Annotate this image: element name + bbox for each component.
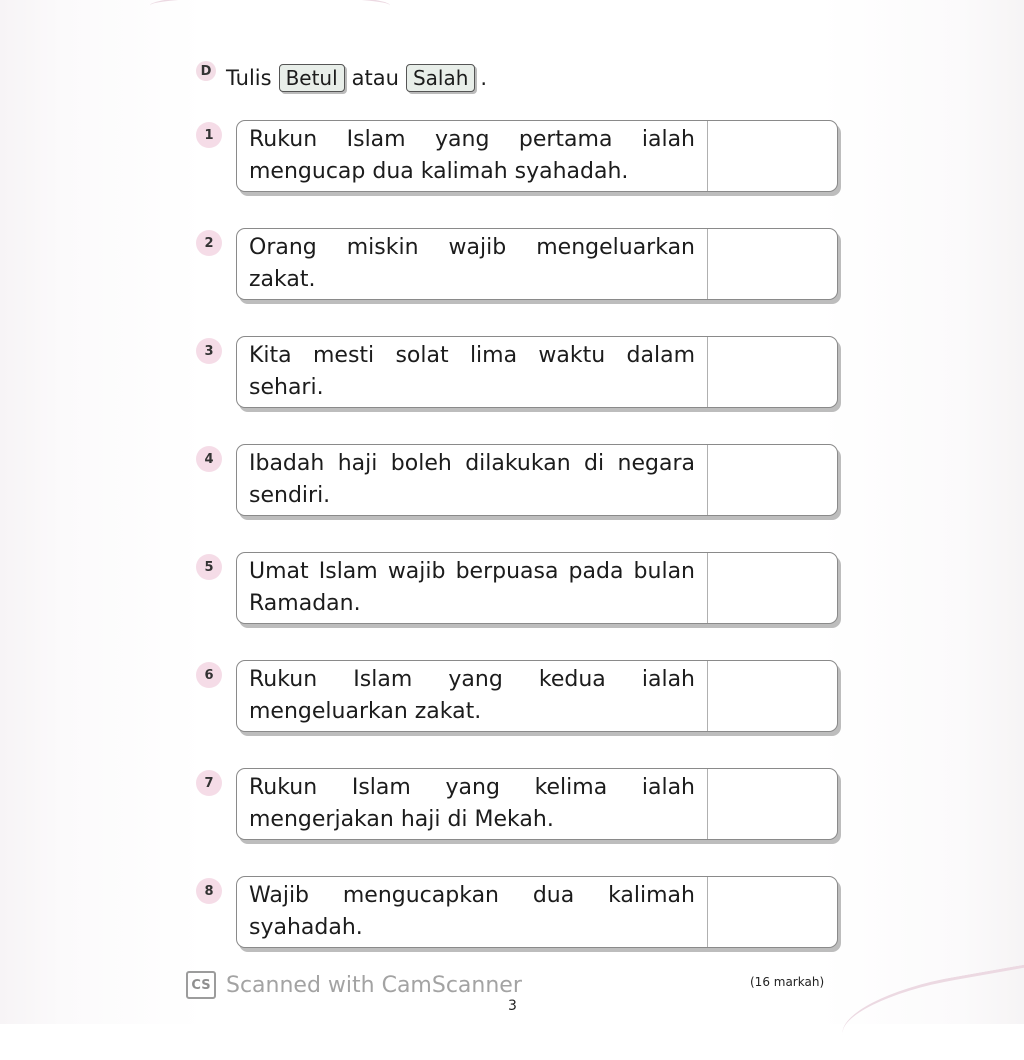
answer-field[interactable] (709, 877, 835, 947)
answer-divider (707, 229, 708, 299)
answer-field[interactable] (709, 769, 835, 839)
answer-field[interactable] (709, 121, 835, 191)
question-box (236, 660, 838, 732)
camscanner-text: Scanned with CamScanner (226, 972, 522, 998)
question-text: Rukun Islam yang kelima ialah mengerjakan haji di Mekah. (249, 775, 695, 832)
question-box (236, 444, 838, 516)
answer-field[interactable] (709, 229, 835, 299)
answer-field[interactable] (709, 661, 835, 731)
question-row (196, 228, 846, 304)
option-salah: Salah (406, 64, 475, 92)
question-box (236, 228, 838, 300)
camscanner-watermark (186, 968, 522, 1002)
question-box (236, 120, 838, 192)
question-row (196, 552, 846, 628)
answer-field[interactable] (709, 337, 835, 407)
total-marks: (16 markah) (750, 975, 825, 989)
instruction-connector: atau (351, 66, 399, 90)
question-text: Umat Islam wajib berpuasa pada bulan Ramadan. (249, 559, 695, 616)
question-row (196, 660, 846, 736)
answer-field[interactable] (709, 553, 835, 623)
question-number: 3 (196, 338, 222, 364)
question-text: Ibadah haji boleh dilakukan di negara sendiri. (249, 451, 695, 508)
question-text: Rukun Islam yang kedua ialah mengeluarkan zakat. (249, 667, 695, 724)
decorative-curve-top (150, 0, 390, 17)
camscanner-logo-icon: CS (186, 971, 216, 999)
section-label: D (196, 61, 216, 81)
instruction-suffix: . (480, 66, 488, 90)
question-box (236, 876, 838, 948)
question-row (196, 768, 846, 844)
question-row (196, 444, 846, 520)
question-box (236, 768, 838, 840)
question-box (236, 552, 838, 624)
question-row (196, 120, 846, 196)
question-number: 7 (196, 770, 222, 796)
question-row (196, 336, 846, 412)
question-text: Wajib mengucapkan dua kalimah syahadah. (249, 883, 695, 940)
answer-divider (707, 445, 708, 515)
answer-divider (707, 337, 708, 407)
answer-divider (707, 877, 708, 947)
answer-divider (707, 769, 708, 839)
instruction-prefix: Tulis (226, 66, 272, 90)
question-number: 5 (196, 554, 222, 580)
option-betul: Betul (279, 64, 345, 92)
page-number: 3 (508, 998, 517, 1014)
question-text: Kita mesti solat lima waktu dalam sehari. (249, 343, 695, 400)
answer-divider (707, 661, 708, 731)
answer-divider (707, 121, 708, 191)
question-text: Rukun Islam yang pertama ialah mengucap dua kalimah syahadah. (249, 127, 695, 184)
question-row (196, 876, 846, 952)
question-number: 8 (196, 878, 222, 904)
question-number: 6 (196, 662, 222, 688)
question-box (236, 336, 838, 408)
answer-divider (707, 553, 708, 623)
question-number: 1 (196, 122, 222, 148)
answer-field[interactable] (709, 445, 835, 515)
question-text: Orang miskin wajib mengeluarkan zakat. (249, 235, 695, 292)
question-number: 2 (196, 230, 222, 256)
question-number: 4 (196, 446, 222, 472)
instruction-line (196, 58, 487, 98)
decorative-curve-bottom (836, 963, 1024, 1060)
